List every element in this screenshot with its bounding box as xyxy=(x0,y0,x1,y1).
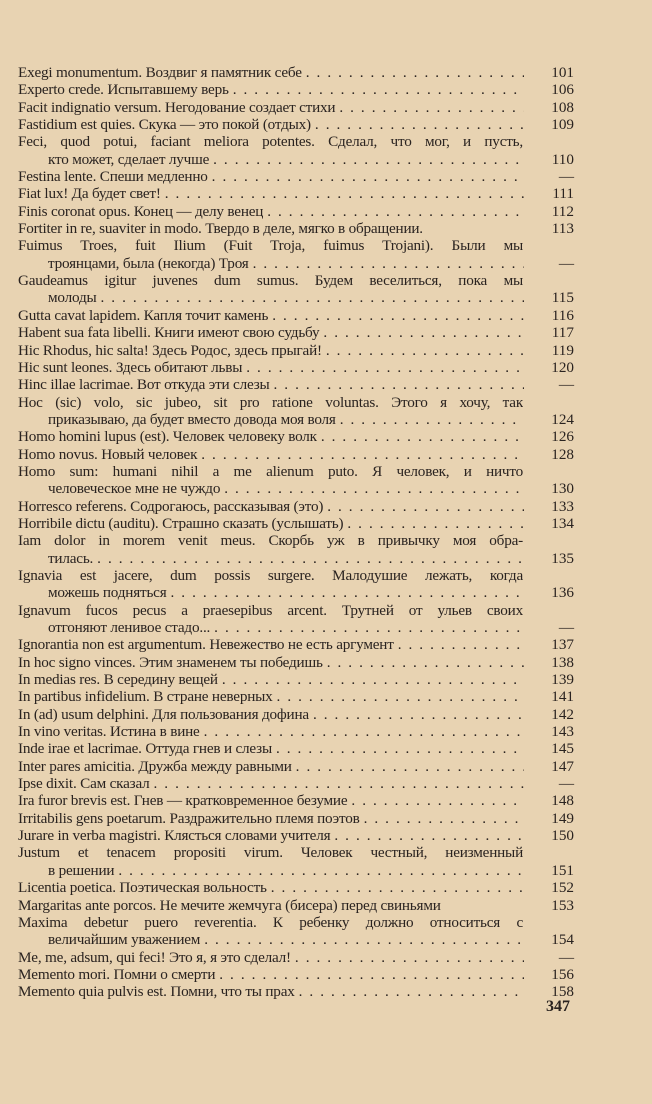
index-entry-line xyxy=(18,983,574,1000)
entry-text: In (ad) usum delphini. Для пользования дофина xyxy=(18,705,309,723)
index-entry-line xyxy=(18,255,574,272)
entry-text: тилась. xyxy=(48,549,94,567)
entry-text: In medias res. В середину вещей xyxy=(18,671,218,689)
entry-page: 108 xyxy=(551,98,574,116)
entry-text: Memento quia pulvis est. Помни, что ты прах xyxy=(18,983,295,1001)
index-entry-line xyxy=(18,740,574,757)
index-entry-line xyxy=(18,775,574,792)
dot-leader xyxy=(204,723,524,740)
entry-page: — xyxy=(558,948,574,966)
index-entry-line xyxy=(18,723,574,740)
dot-leader xyxy=(271,879,524,896)
dot-leader xyxy=(315,116,524,133)
entry-text: Homo novus. Новый человек xyxy=(18,445,198,463)
entry-page: 154 xyxy=(551,931,574,949)
entry-page: — xyxy=(558,376,574,394)
entry-page: — xyxy=(558,254,574,272)
index-entry-line xyxy=(18,185,574,202)
entry-page: 156 xyxy=(551,965,574,983)
entry-page: 128 xyxy=(551,445,574,463)
dot-leader xyxy=(351,792,524,809)
dot-leader xyxy=(313,706,524,723)
index-entry-line xyxy=(18,220,574,237)
entry-text: Fiat lux! Да будет свет! xyxy=(18,185,161,203)
entry-text: отгоняют ленивое стадо... xyxy=(48,619,211,636)
entry-page: 147 xyxy=(551,757,574,775)
dot-leader xyxy=(233,81,524,98)
index-entry-line xyxy=(18,463,574,480)
index-entry-line xyxy=(18,671,574,688)
entry-page: 124 xyxy=(551,410,574,428)
index-entry-line xyxy=(18,966,574,983)
entry-text: Ignavum fucos pecus a praesepibus arcent. Трутней от ульев своих xyxy=(18,601,523,619)
dot-leader xyxy=(154,775,524,792)
index-entry-line xyxy=(18,931,574,948)
entry-page: 142 xyxy=(551,705,574,723)
entry-page: 137 xyxy=(551,636,574,654)
entry-text: Feci, quod potui, faciant meliora potentes. Сделал, что мог, и пусть, xyxy=(18,133,523,151)
dot-leader xyxy=(340,411,524,428)
entry-page: 119 xyxy=(551,341,574,359)
dot-leader xyxy=(347,515,524,532)
entry-text: Hoc (sic) volo, sic jubeo, sit pro ratione voluntas. Этого я хочу, так xyxy=(18,393,523,411)
entry-text: кто может, сделает лучше xyxy=(48,150,210,168)
dot-leader xyxy=(267,203,524,220)
index-entry-line xyxy=(18,133,574,150)
dot-leader xyxy=(97,550,524,567)
entry-text: Inde irae et lacrimae. Оттуда гнев и слезы xyxy=(18,740,272,758)
index-entry-line xyxy=(18,168,574,185)
index-entry-line xyxy=(18,532,574,549)
entry-text: Fastidium est quies. Скука — это покой (отдых) xyxy=(18,116,311,134)
index-entry-line xyxy=(18,446,574,463)
entry-page: 101 xyxy=(551,64,574,81)
index-entry-line xyxy=(18,636,574,653)
entry-text: Licentia poetica. Поэтическая вольность xyxy=(18,879,267,897)
index-entry-line xyxy=(18,203,574,220)
entry-page: 134 xyxy=(551,514,574,532)
index-entry-line xyxy=(18,289,574,306)
entry-text: Fortiter in re, suaviter in modo. Твердо в деле, мягко в обращении. xyxy=(18,220,423,238)
entry-text: Horresco referens. Содрогаюсь, рассказывая (это) xyxy=(18,497,324,515)
entry-text: Gutta cavat lapidem. Капля точит камень xyxy=(18,306,269,324)
index-entry-line xyxy=(18,64,574,81)
entry-page: 106 xyxy=(551,81,574,99)
entry-page: 149 xyxy=(551,809,574,827)
entry-text: Exegi monumentum. Воздвиг я памятник себе xyxy=(18,64,302,81)
entry-text: троянцами, была (некогда) Троя xyxy=(48,254,249,272)
index-entry-line xyxy=(18,602,574,619)
dot-leader xyxy=(326,342,524,359)
index-entry-line xyxy=(18,480,574,497)
index-list xyxy=(18,64,574,1001)
dot-leader xyxy=(321,428,524,445)
entry-page: 112 xyxy=(551,202,574,220)
dot-leader xyxy=(339,99,524,116)
index-entry-line xyxy=(18,758,574,775)
entry-text: In partibus infidelium. В стране неверных xyxy=(18,688,273,706)
entry-text: Gaudeamus igitur juvenes dum sumus. Будем веселиться, пока мы xyxy=(18,272,523,290)
dot-leader xyxy=(334,827,524,844)
index-entry-line xyxy=(18,151,574,168)
dot-leader xyxy=(212,168,524,185)
entry-text: Memento mori. Помни о смерти xyxy=(18,965,216,983)
entry-text: Finis coronat opus. Конец — делу венец xyxy=(18,202,264,220)
index-entry-line xyxy=(18,654,574,671)
entry-page: 138 xyxy=(551,653,574,671)
entry-text: Ira furor brevis est. Гнев — кратковременное безумие xyxy=(18,792,348,810)
entry-text: Fuimus Troes, fuit Ilium (Fuit Troja, fuimus Trojani). Были мы xyxy=(18,237,523,255)
entry-text: Festina lente. Спеши медленно xyxy=(18,168,208,186)
entry-page: 145 xyxy=(551,740,574,758)
entry-page: 110 xyxy=(551,150,574,168)
dot-leader xyxy=(224,480,524,497)
entry-page: 150 xyxy=(551,827,574,845)
index-entry-line xyxy=(18,914,574,931)
entry-text: Margaritas ante porcos. Не мечите жемчуга (бисера) перед свиньями xyxy=(18,896,441,914)
entry-page: 115 xyxy=(551,289,574,307)
entry-text: Experto crede. Испытавшему верь xyxy=(18,81,229,99)
dot-leader xyxy=(276,740,524,757)
entry-page: 111 xyxy=(552,185,574,203)
index-entry-line xyxy=(18,515,574,532)
entry-text: Horribile dictu (auditu). Страшно сказать (услышать) xyxy=(18,514,344,532)
entry-text: Justum et tenacem propositi virum. Человек честный, неизменный xyxy=(18,844,523,862)
entry-text: In vino veritas. Истина в вине xyxy=(18,723,200,741)
index-entry-line xyxy=(18,307,574,324)
entry-page: 148 xyxy=(551,792,574,810)
entry-page: 117 xyxy=(551,324,574,342)
index-entry-line xyxy=(18,99,574,116)
dot-leader xyxy=(171,584,525,601)
entry-page: 130 xyxy=(551,480,574,498)
entry-text: человеческое мне не чуждо xyxy=(48,480,221,498)
entry-text: Ipse dixit. Сам сказал xyxy=(18,775,150,793)
index-entry-line xyxy=(18,584,574,601)
dot-leader xyxy=(299,983,524,1000)
index-entry-line xyxy=(18,619,574,636)
entry-text: Hic Rhodus, hic salta! Здесь Родос, здесь прыгай! xyxy=(18,341,322,359)
entry-text: можешь подняться xyxy=(48,584,167,602)
entry-text: приказываю, да будет вместо довода моя воля xyxy=(48,410,336,428)
index-entry-line xyxy=(18,359,574,376)
dot-leader xyxy=(274,376,524,393)
entry-page: 141 xyxy=(551,688,574,706)
index-entry-line xyxy=(18,394,574,411)
entry-page: 133 xyxy=(551,497,574,515)
index-entry-line xyxy=(18,949,574,966)
entry-text: Facit indignatio versum. Негодование создает стихи xyxy=(18,98,336,116)
index-entry-line xyxy=(18,706,574,723)
entry-page: 151 xyxy=(551,861,574,879)
index-entry-line xyxy=(18,792,574,809)
dot-leader xyxy=(323,324,524,341)
dot-leader xyxy=(201,446,524,463)
dot-leader xyxy=(277,688,524,705)
entry-text: Ignavia est jacere, dum possis surgere. Малодушие лежать, когда xyxy=(18,566,523,584)
entry-page: — xyxy=(558,619,574,636)
entry-text: Iam dolor in morem venit meus. Скорбь уж в привычку моя обра- xyxy=(18,532,523,550)
dot-leader xyxy=(327,654,524,671)
entry-page: 158 xyxy=(551,983,574,1001)
dot-leader xyxy=(222,671,524,688)
entry-text: Inter pares amicitia. Дружба между равными xyxy=(18,757,292,775)
index-entry-line xyxy=(18,879,574,896)
entry-text: Habent sua fata libelli. Книги имеют свою судьбу xyxy=(18,324,320,342)
entry-page: 116 xyxy=(551,306,574,324)
index-entry-line xyxy=(18,272,574,289)
index-entry-line xyxy=(18,862,574,879)
dot-leader xyxy=(327,498,524,515)
dot-leader xyxy=(214,619,524,636)
index-entry-line xyxy=(18,81,574,98)
index-entry-line xyxy=(18,498,574,515)
index-entry-line xyxy=(18,237,574,254)
entry-page: 113 xyxy=(551,220,574,238)
entry-page: 120 xyxy=(551,358,574,376)
index-entry-line xyxy=(18,411,574,428)
dot-leader xyxy=(398,636,524,653)
index-entry-line xyxy=(18,567,574,584)
dot-leader xyxy=(100,289,524,306)
index-entry-line xyxy=(18,897,574,914)
dot-leader xyxy=(272,307,524,324)
entry-page: 135 xyxy=(551,549,574,567)
index-entry-line xyxy=(18,688,574,705)
entry-text: Homo sum: humani nihil a me alienum puto. Я человек, и ничто xyxy=(18,462,523,480)
entry-page: 136 xyxy=(551,584,574,602)
dot-leader xyxy=(246,359,524,376)
dot-leader xyxy=(364,810,524,827)
entry-text: Hinc illae lacrimae. Вот откуда эти слезы xyxy=(18,376,270,394)
entry-page: 109 xyxy=(551,116,574,134)
dot-leader xyxy=(204,931,524,948)
index-entry-line xyxy=(18,827,574,844)
dot-leader xyxy=(296,758,524,775)
index-entry-line xyxy=(18,324,574,341)
entry-text: Irritabilis gens poetarum. Раздражительно племя поэтов xyxy=(18,809,360,827)
index-entry-line xyxy=(18,844,574,861)
entry-page: 152 xyxy=(551,879,574,897)
dot-leader xyxy=(253,255,524,272)
entry-text: Hic sunt leones. Здесь обитают львы xyxy=(18,358,243,376)
entry-text: Homo homini lupus (est). Человек человеку волк xyxy=(18,428,317,446)
dot-leader xyxy=(118,862,524,879)
entry-text: Ignorantia non est argumentum. Невежество не есть аргумент xyxy=(18,636,394,654)
entry-page: 126 xyxy=(551,428,574,446)
index-entry-line xyxy=(18,810,574,827)
entry-page: — xyxy=(558,168,574,186)
entry-text: Maxima debetur puero reverentia. К ребенку должно относиться с xyxy=(18,913,523,931)
entry-page: 139 xyxy=(551,671,574,689)
entry-text: молоды xyxy=(48,289,97,307)
page-number: 347 xyxy=(546,998,570,1015)
index-entry-line xyxy=(18,428,574,445)
dot-leader xyxy=(213,151,524,168)
index-entry-line xyxy=(18,342,574,359)
dot-leader xyxy=(219,966,524,983)
index-entry-line xyxy=(18,116,574,133)
entry-text: величайшим уважением xyxy=(48,931,201,949)
index-entry-line xyxy=(18,376,574,393)
dot-leader xyxy=(165,185,524,202)
entry-page: — xyxy=(558,775,574,793)
entry-text: In hoc signo vinces. Этим знаменем ты победишь xyxy=(18,653,323,671)
entry-text: Jurare in verba magistri. Клясться словами учителя xyxy=(18,827,331,845)
entry-page: 143 xyxy=(551,723,574,741)
entry-text: Me, me, adsum, qui feci! Это я, я это сделал! xyxy=(18,948,291,966)
entry-text: в решении xyxy=(48,861,115,879)
dot-leader xyxy=(306,64,524,81)
entry-page: 153 xyxy=(551,896,574,914)
dot-leader xyxy=(295,949,524,966)
index-entry-line xyxy=(18,550,574,567)
